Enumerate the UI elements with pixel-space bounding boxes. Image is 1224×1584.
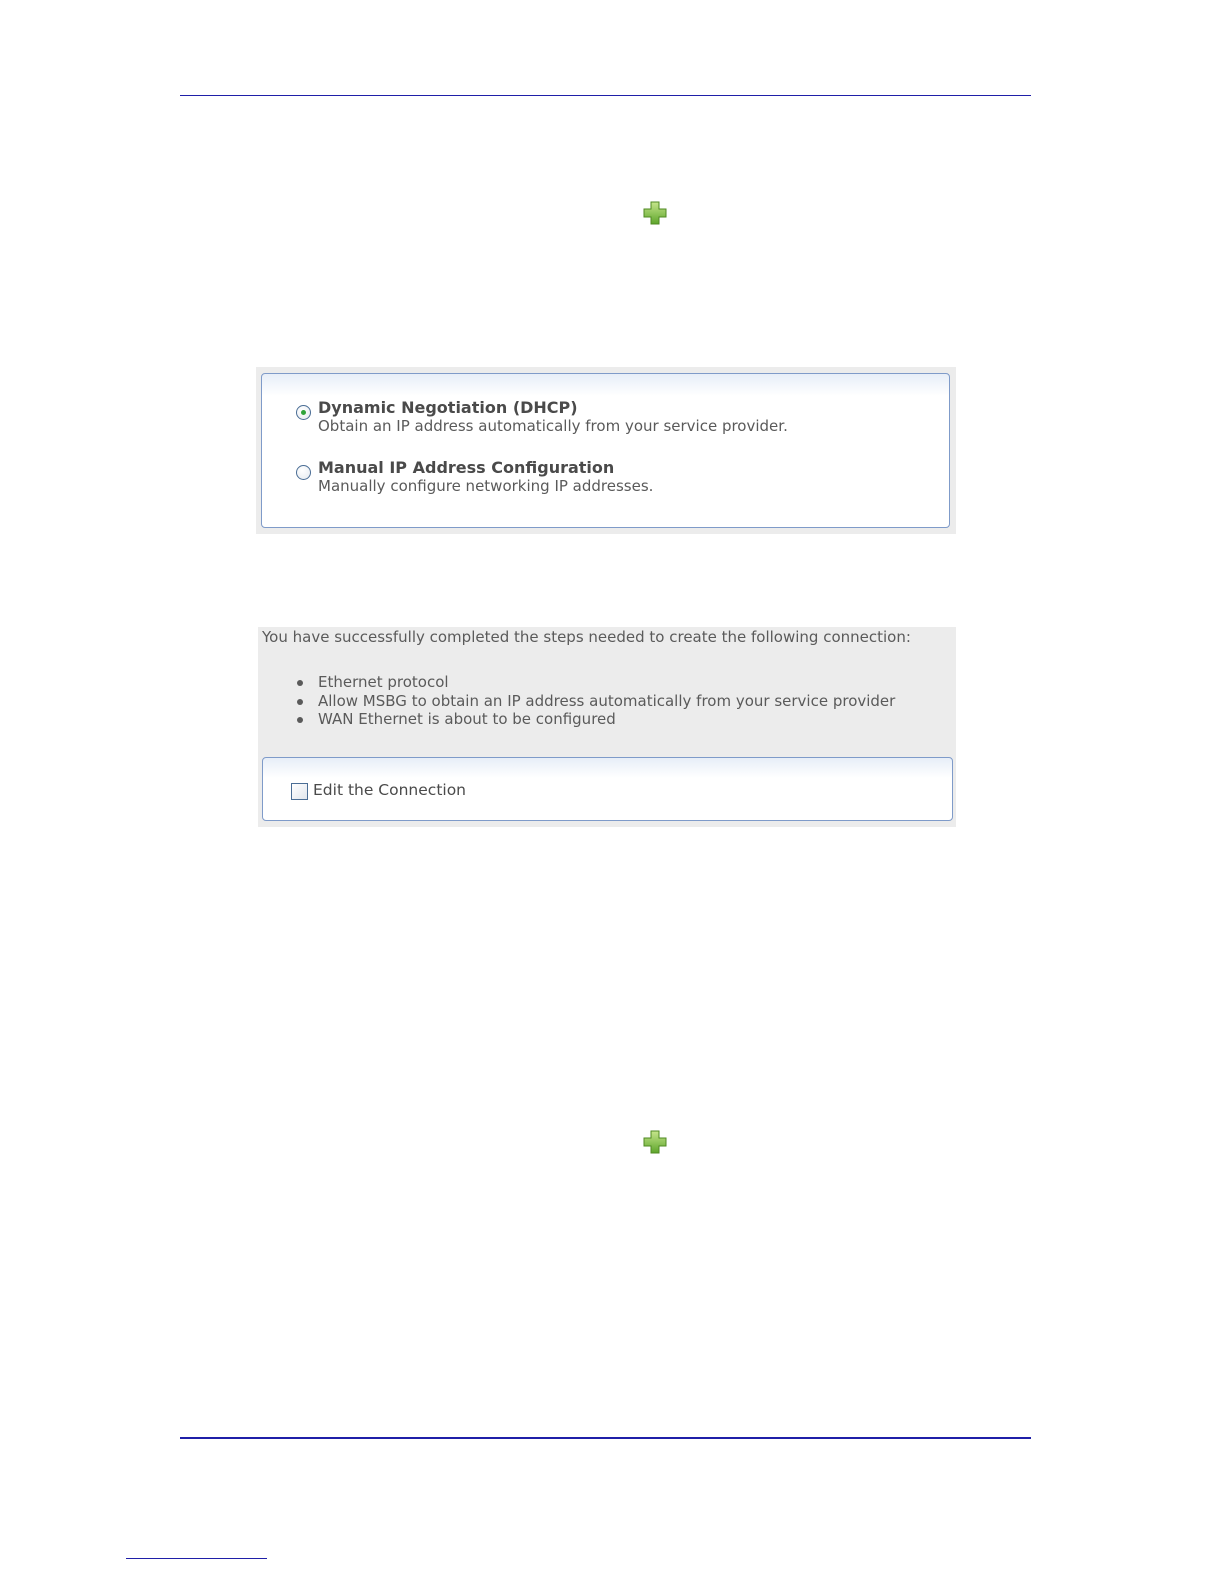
- summary-item-text: Ethernet protocol: [318, 673, 449, 691]
- dhcp-option-title: Dynamic Negotiation (DHCP): [318, 398, 578, 417]
- dhcp-radio[interactable]: [296, 405, 311, 420]
- plus-icon: [642, 1129, 668, 1155]
- radio-selected-dot: [301, 410, 306, 415]
- bullet-icon: [297, 717, 303, 723]
- footnote-rule: [126, 1558, 267, 1559]
- list-item: [258, 692, 895, 711]
- connection-summary-screenshot: [258, 627, 956, 827]
- summary-list: [258, 673, 895, 729]
- footer-rule: [180, 1437, 1031, 1439]
- summary-intro: You have successfully completed the steps needed to create the following connection:: [262, 628, 911, 646]
- list-item: [258, 710, 895, 729]
- bullet-icon: [297, 680, 303, 686]
- summary-item-text: Allow MSBG to obtain an IP address automatically from your service provider: [318, 691, 896, 710]
- edit-connection-label[interactable]: Edit the Connection: [313, 781, 467, 799]
- plus-icon: [642, 200, 668, 226]
- connection-type-panel: [261, 373, 950, 528]
- dhcp-option-description: Obtain an IP address automatically from your service provider.: [318, 417, 788, 435]
- manual-ip-option-description: Manually configure networking IP addresses.: [318, 477, 654, 495]
- edit-connection-panel: [262, 757, 953, 821]
- edit-connection-checkbox[interactable]: [291, 783, 308, 800]
- manual-ip-option-title: Manual IP Address Configuration: [318, 458, 615, 477]
- summary-item-text: WAN Ethernet is about to be configured: [318, 710, 616, 728]
- bullet-icon: [297, 699, 303, 705]
- header-rule: [180, 95, 1031, 96]
- manual-ip-radio[interactable]: [296, 465, 311, 480]
- connection-type-screenshot: [256, 367, 956, 534]
- list-item: [258, 673, 895, 692]
